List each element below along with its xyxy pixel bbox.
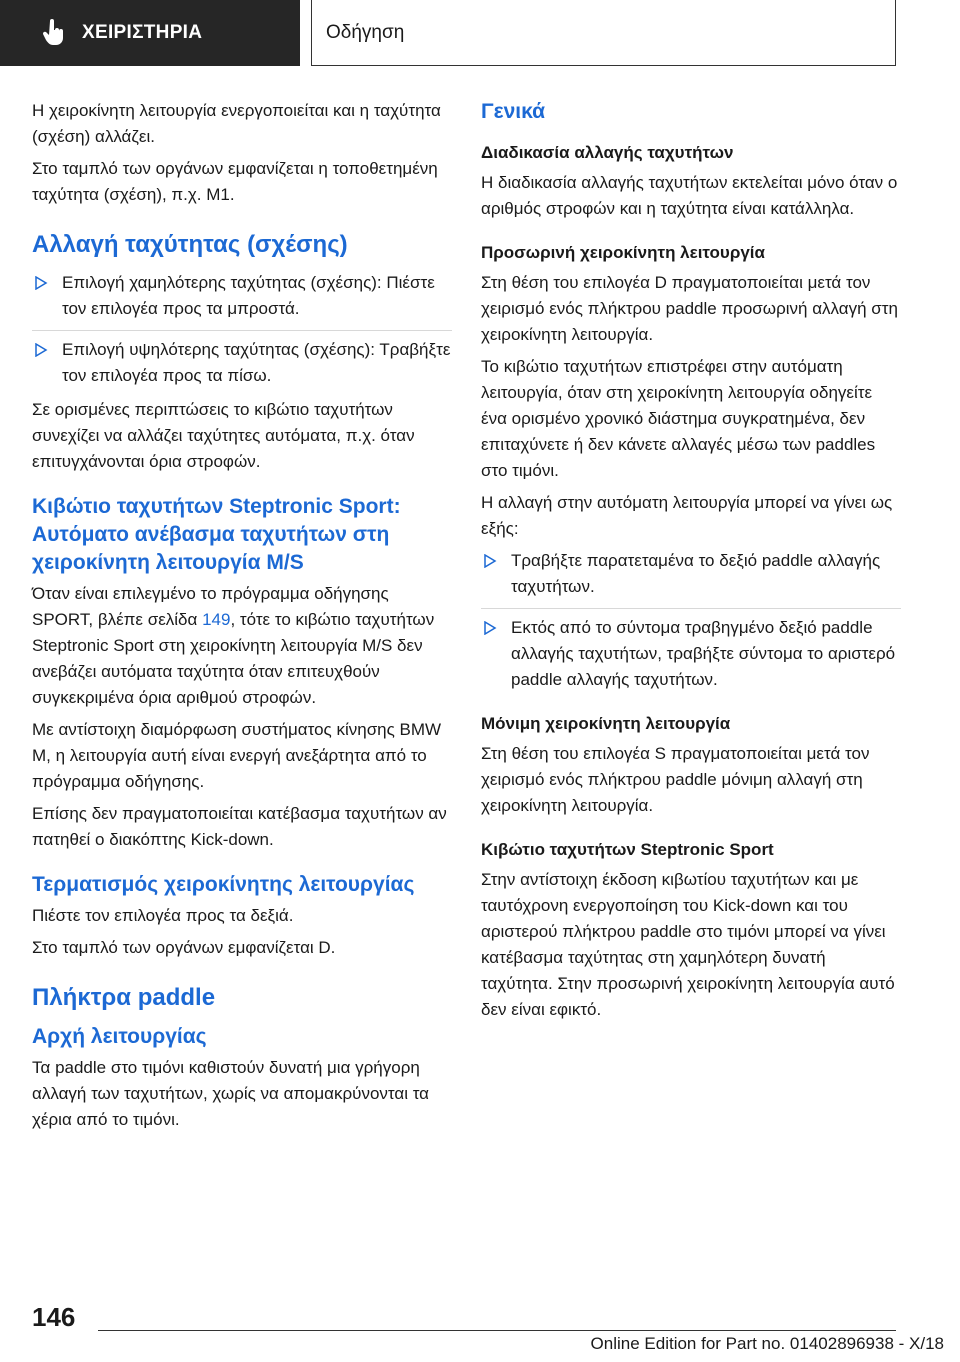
page-header: [0, 0, 960, 66]
triangle-bullet-icon: [483, 621, 497, 635]
heading-principle: Αρχή λειτουργίας: [32, 1025, 207, 1048]
list-item-text: Επιλογή υψηλότερης ταχύτητας (σχέσης): Τραβήξτε τον επιλογέα προς τα πίσω.: [62, 340, 451, 385]
paragraph: Στο ταμπλό των οργάνων εμφανίζεται D.: [32, 938, 336, 957]
hand-pointer-icon: [42, 19, 66, 47]
subheading-temporary-manual: Προσωρινή χειροκίνητη λειτουργία: [481, 243, 765, 262]
paragraph: Η χειροκίνητη λειτουργία ενεργοποιείται και η ταχύτητα (σχέση) αλλάζει.: [32, 101, 441, 146]
paragraph: Στη θέση του επιλογέα D πραγματοποιείται μετά τον χειρισμό ενός πλήκτρου paddle προσωρινή αλλαγή στη χειροκίνητη λειτουργία.: [481, 273, 898, 344]
section-tab[interactable]: [0, 0, 300, 66]
list-item-text: Τραβήξτε παρατεταμένα το δεξιό paddle αλλαγής ταχυτήτων.: [511, 551, 881, 596]
paragraph: Στην αντίστοιχη έκδοση κιβωτίου ταχυτήτων και με ταυτόχρονη ενεργοποίηση του Kick-down και του αριστερού πλήκτρου paddle στο τιμόνι μπορεί να γίνει κατέβασμα ταχύτητας στη χαμηλότερη δυνατή ταχύτητα. Στην προσωρινή χειροκίνητη λειτουργία αυτό δεν είναι εφικτό.: [481, 870, 895, 1019]
auto-mode-steps: [481, 548, 901, 693]
page-reference-link[interactable]: 149: [202, 610, 231, 629]
paragraph: Στη θέση του επιλογέα S πραγματοποιείται μετά τον χειρισμό ενός πλήκτρου paddle μόνιμη αλλαγή στη χειροκίνητη λειτουργία.: [481, 744, 870, 815]
paragraph: Επίσης δεν πραγματοποιείται κατέβασμα ταχυτήτων αν πατηθεί ο διακόπτης Kick-down.: [32, 804, 447, 849]
list-item: [32, 270, 452, 322]
list-item-text: Επιλογή χαμηλότερης ταχύτητας (σχέσης): Πιέστε τον επιλογέα προς τα μπροστά.: [62, 273, 435, 318]
paragraph: Όταν είναι επιλεγμένο το πρόγραμμα οδήγησης SPORT, βλέπε σελίδα 149, τότε το κιβώτιο ταχυτήτων Steptronic Sport στη χειροκίνητη λειτουργία M/S δεν ανεβάζει αυτόματα ταχύτητα όταν επιτευχθούν συγκεκριμένα όρια αριθμού στροφών.: [32, 584, 435, 707]
heading-steptronic-sport: Κιβώτιο ταχυτήτων Steptronic Sport: Αυτόματο ανέβασμα ταχυτήτων στη χειροκίνητη λειτουργία M/S: [32, 495, 401, 574]
chapter-tab[interactable]: [311, 0, 896, 66]
paragraph: Η αλλαγή στην αυτόματη λειτουργία μπορεί να γίνει ως εξής:: [481, 493, 893, 538]
list-item: [481, 548, 901, 600]
list-item-text: Εκτός από το σύντομα τραβηγμένο δεξιό paddle αλλαγής ταχυτήτων, τραβήξτε σύντομα το αριστερό paddle αλλαγής ταχυτήτων.: [511, 618, 896, 689]
triangle-bullet-icon: [34, 343, 48, 357]
paragraph: Το κιβώτιο ταχυτήτων επιστρέφει στην αυτόματη λειτουργία, όταν στη χειροκίνητη λειτουργία οδηγείτε ένα ορισμένο χρονικό διάστημα συγκρατημένα, δεν επιταχύνετε ή δεν κάνετε αλλαγές μέσω των paddles στο τιμόνι.: [481, 357, 876, 480]
gear-change-steps: [32, 270, 452, 389]
paragraph: Με αντίστοιχη διαμόρφωση συστήματος κίνησης BMW M, η λειτουργία αυτή είναι ενεργή ανεξάρτητα από το πρόγραμμα οδήγησης.: [32, 720, 442, 791]
paragraph: Η διαδικασία αλλαγής ταχυτήτων εκτελείται μόνο όταν ο αριθμός στροφών και η ταχύτητα είναι κατάλληλα.: [481, 173, 898, 218]
paragraph: Σε ορισμένες περιπτώσεις το κιβώτιο ταχυτήτων συνεχίζει να αλλάζει ταχύτητες αυτόματα, π.χ. όταν επιτυγχάνονται όρια στροφών.: [32, 400, 415, 471]
subheading-procedure: Διαδικασία αλλαγής ταχυτήτων: [481, 143, 734, 162]
heading-paddles: Πλήκτρα paddle: [32, 984, 216, 1011]
left-column: [32, 98, 452, 1139]
footer-divider: [98, 1330, 896, 1331]
list-item: [32, 330, 452, 389]
subheading-steptronic-sport: Κιβώτιο ταχυτήτων Steptronic Sport: [481, 840, 774, 859]
page-footer: [0, 1290, 960, 1362]
triangle-bullet-icon: [34, 276, 48, 290]
chapter-tab-label: Οδήγηση: [326, 21, 405, 43]
heading-general: Γενικά: [481, 100, 546, 123]
heading-end-manual: Τερματισμός χειροκίνητης λειτουργίας: [32, 873, 415, 896]
subheading-permanent-manual: Μόνιμη χειροκίνητη λειτουργία: [481, 714, 731, 733]
list-item: [481, 608, 901, 693]
paragraph: Τα paddle στο τιμόνι καθιστούν δυνατή μια γρήγορη αλλαγή των ταχυτήτων, χωρίς να απομακρύνονται τα χέρια από το τιμόνι.: [32, 1058, 430, 1129]
page-number: 146: [32, 1302, 76, 1332]
section-tab-label: ΧΕΙΡΙΣΤΗΡΙΑ: [82, 22, 203, 43]
heading-gear-change: Αλλαγή ταχύτητας (σχέσης): [32, 231, 348, 258]
right-column: [481, 98, 901, 1029]
paragraph: Στο ταμπλό των οργάνων εμφανίζεται η τοποθετημένη ταχύτητα (σχέση), π.χ. M1.: [32, 159, 438, 204]
paragraph: Πιέστε τον επιλογέα προς τα δεξιά.: [32, 906, 294, 925]
edition-note: Online Edition for Part no. 01402896938 - X/18: [590, 1334, 944, 1353]
triangle-bullet-icon: [483, 554, 497, 568]
